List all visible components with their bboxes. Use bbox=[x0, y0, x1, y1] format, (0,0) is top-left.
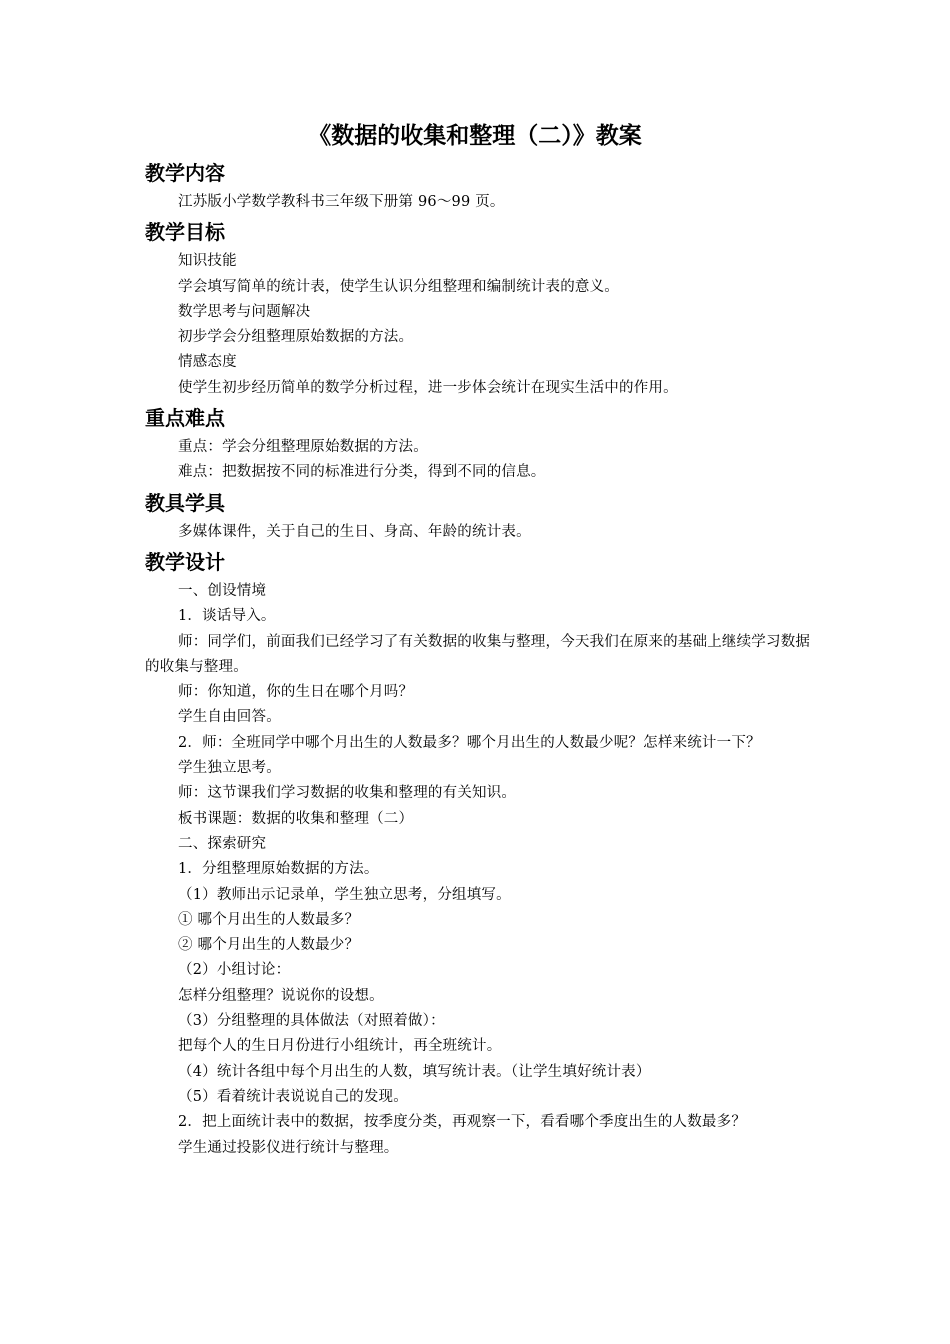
section-key-points bbox=[145, 401, 813, 486]
paragraph: 数学思考与问题解决 bbox=[178, 303, 311, 320]
paragraph: 一、创设情境 bbox=[178, 582, 267, 599]
section-teaching-content bbox=[145, 156, 813, 215]
paragraph: 怎样分组整理？说说你的设想。 bbox=[178, 987, 384, 1004]
section-heading: 教具学具 bbox=[145, 490, 225, 515]
paragraph: 江苏版小学数学教科书三年级下册第 96～99 页。 bbox=[178, 194, 505, 210]
paragraph: ② 哪个月出生的人数最少？ bbox=[178, 937, 360, 954]
paragraph: ① 哪个月出生的人数最多？ bbox=[178, 911, 360, 928]
section-heading: 教学内容 bbox=[145, 161, 225, 185]
paragraph: 学生自由回答。 bbox=[178, 709, 281, 726]
paragraph: （3）分组整理的具体做法（对照着做）： bbox=[178, 1013, 445, 1030]
paragraph: 师：同学们，前面我们已经学习了有关数据的收集与整理，今天我们在原来的基础上继续学习数据的收集与整理。 bbox=[145, 633, 811, 675]
paragraph: 多媒体课件，关于自己的生日、身高、年龄的统计表。 bbox=[178, 523, 531, 540]
paragraph: 师：这节课我们学习数据的收集和整理的有关知识。 bbox=[178, 785, 517, 802]
paragraph: （1）教师出示记录单，学生独立思考，分组填写。 bbox=[178, 886, 511, 903]
paragraph: 重点：学会分组整理原始数据的方法。 bbox=[178, 439, 428, 456]
paragraph: 难点：把数据按不同的标准进行分类，得到不同的信息。 bbox=[178, 464, 546, 481]
paragraph: 学生通过投影仪进行统计与整理。 bbox=[178, 1139, 399, 1156]
paragraph: 1．谈话导入。 bbox=[178, 608, 276, 625]
paragraph: （4）统计各组中每个月出生的人数，填写统计表。（让学生填好统计表） bbox=[178, 1063, 651, 1080]
document-title: 《数据的收集和整理（二）》教案 bbox=[308, 123, 642, 149]
paragraph: 初步学会分组整理原始数据的方法。 bbox=[178, 329, 414, 346]
paragraph: 学会填写简单的统计表，使学生认识分组整理和编制统计表的意义。 bbox=[178, 278, 619, 295]
paragraph: 1．分组整理原始数据的方法。 bbox=[178, 861, 379, 878]
document-body bbox=[145, 156, 813, 1161]
paragraph: 把每个人的生日月份进行小组统计，再全班统计。 bbox=[178, 1038, 502, 1055]
section-teaching-goals bbox=[145, 215, 813, 401]
section-heading: 重点难点 bbox=[145, 406, 225, 431]
paragraph: 二、探索研究 bbox=[178, 835, 267, 852]
section-heading: 教学目标 bbox=[145, 220, 225, 245]
section-teaching-design bbox=[145, 545, 813, 1161]
paragraph: 板书课题：数据的收集和整理（二） bbox=[178, 810, 414, 827]
paragraph: 使学生初步经历简单的数学分析过程，进一步体会统计在现实生活中的作用。 bbox=[178, 379, 678, 396]
paragraph: 2．师：全班同学中哪个月出生的人数最多？哪个月出生的人数最少呢？怎样来统计一下？ bbox=[178, 734, 761, 751]
section-teaching-tools bbox=[145, 486, 813, 545]
paragraph: 知识技能 bbox=[178, 253, 237, 270]
paragraph: 情感态度 bbox=[178, 354, 237, 371]
paragraph: （2）小组讨论： bbox=[178, 962, 291, 979]
paragraph: （5）看着统计表说说自己的发现。 bbox=[178, 1088, 408, 1105]
section-heading: 教学设计 bbox=[145, 549, 225, 574]
paragraph: 学生独立思考。 bbox=[178, 760, 281, 777]
paragraph: 2．把上面统计表中的数据，按季度分类，再观察一下，看看哪个季度出生的人数最多？ bbox=[178, 1114, 747, 1131]
paragraph: 师：你知道，你的生日在哪个月吗？ bbox=[178, 684, 414, 701]
